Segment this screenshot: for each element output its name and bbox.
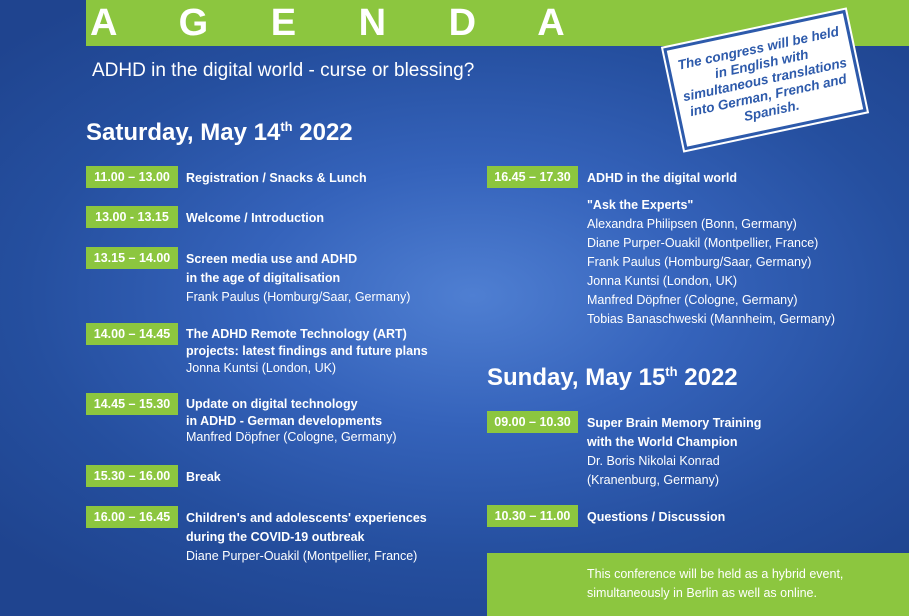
session-title: Update on digital technology [186, 397, 358, 411]
session-title: ADHD in the digital world [587, 171, 737, 185]
speaker: Dr. Boris Nikolai Konrad [587, 454, 720, 468]
session-title: Welcome / Introduction [186, 211, 324, 225]
session-title: Super Brain Memory Training [587, 416, 762, 430]
session-title-line2: in the age of digitalisation [186, 271, 341, 285]
expert-name: Diane Purper-Ouakil (Montpellier, France) [587, 236, 819, 250]
session-title: Break [186, 470, 221, 484]
time-slot: 16.45 – 17.30 [487, 166, 578, 188]
speaker: Manfred Döpfner (Cologne, Germany) [186, 430, 397, 444]
session-title: Screen media use and ADHD [186, 252, 358, 266]
hybrid-notice-line2: simultaneously in Berlin as well as online. [587, 586, 817, 600]
time-slot: 16.00 – 16.45 [86, 506, 178, 528]
session-title: The ADHD Remote Technology (ART) [186, 327, 407, 341]
time-slot: 14.45 – 15.30 [86, 393, 178, 415]
expert-name: Tobias Banaschweski (Mannheim, Germany) [587, 312, 836, 326]
session-title-line2: with the World Champion [587, 435, 738, 449]
expert-name: Jonna Kuntsi (London, UK) [587, 274, 738, 288]
session-title-line2: in ADHD - German developments [186, 413, 383, 428]
time-slot: 13.15 – 14.00 [86, 247, 178, 269]
session-title: Children's and adolescents' experiences [186, 511, 427, 525]
saturday-heading: Saturday, May 14th 2022 [86, 119, 353, 146]
speaker-location: (Kranenburg, Germany) [587, 473, 720, 487]
translation-notice-text: The congress will be held in English with simultaneous translations into German, French and Spanish. [676, 23, 849, 124]
session-title-line2: during the COVID-19 outbreak [186, 530, 365, 544]
expert-name: Manfred Döpfner (Cologne, Germany) [587, 293, 798, 307]
time-slot: 11.00 – 13.00 [86, 166, 178, 188]
sunday-heading: Sunday, May 15th 2022 [487, 364, 738, 391]
time-slot: 13.00 - 13.15 [86, 206, 178, 228]
session-title-line2: projects: latest findings and future plans [186, 344, 428, 358]
speaker: Frank Paulus (Homburg/Saar, Germany) [186, 290, 411, 304]
page-subtitle: ADHD in the digital world - curse or blessing? [92, 60, 475, 81]
speaker: Jonna Kuntsi (London, UK) [186, 361, 337, 375]
expert-name: Frank Paulus (Homburg/Saar, Germany) [587, 255, 812, 269]
hybrid-event-notice [487, 553, 909, 616]
time-slot: 10.30 – 11.00 [487, 505, 578, 527]
session-subtitle: "Ask the Experts" [587, 198, 694, 212]
session-title: Registration / Snacks & Lunch [186, 171, 367, 185]
time-slot: 09.00 – 10.30 [487, 411, 578, 433]
session-title: Questions / Discussion [587, 510, 726, 524]
time-slot: 14.00 – 14.45 [86, 323, 178, 345]
hybrid-notice-line1: This conference will be held as a hybrid event, [587, 567, 844, 581]
time-slot: 15.30 – 16.00 [86, 465, 178, 487]
speaker: Diane Purper-Ouakil (Montpellier, France) [186, 549, 418, 563]
page-title: A G E N D A [90, 2, 591, 44]
expert-name: Alexandra Philipsen (Bonn, Germany) [587, 217, 797, 231]
